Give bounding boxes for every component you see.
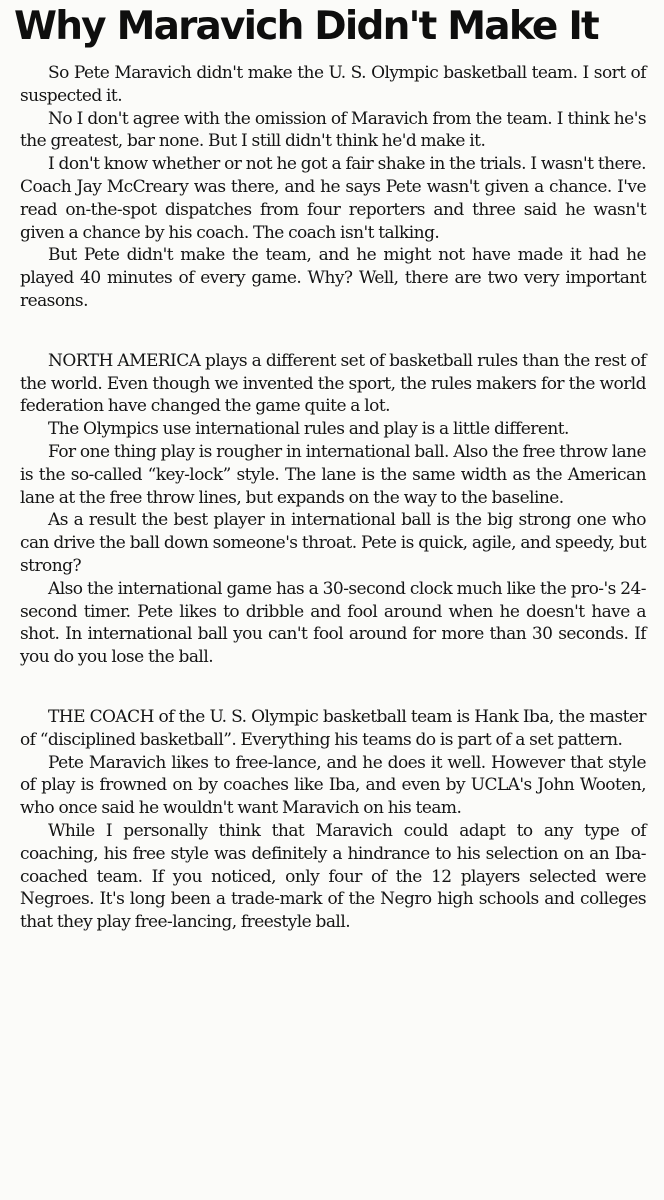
paragraph: The Olympics use international rules and play is a little different. <box>48 419 569 440</box>
paragraph: But Pete didn't make the team, and he might not have made it had he played 40 minutes of every game. Why? Well, there are two very important reasons. <box>20 245 646 311</box>
paragraph: Also the international game has a 30-second clock much like the pro-'s 24-second timer. Pete likes to dribble and fool around when he doesn't have a shot. In international ball you can't fool around for more than 30 seconds. If you do you lose the ball. <box>20 578 646 668</box>
section-opening <box>20 62 646 313</box>
paragraph: No I don't agree with the omission of Maravich from the team. I think he's the greatest, bar none. But I still didn't think he'd make it. <box>20 108 646 152</box>
article-body <box>20 62 646 934</box>
paragraph: Pete Maravich likes to free-lance, and he does it well. However that style of play is frowned on by coaches like Iba, and even by UCLA's John Wooten, who once said he wouldn't want Maravich on his team. <box>20 752 646 819</box>
section-coach <box>20 706 646 934</box>
headline: Why Maravich Didn't Make It <box>14 4 598 49</box>
paragraph: I don't know whether or not he got a fair shake in the trials. I wasn't there. Coach Jay McCreary was there, and he says Pete wasn't given a chance. I've read on-the-spot dispatches from four reporters and three said he wasn't given a chance by his coach. The coach isn't talking. <box>20 154 646 243</box>
paragraph: For one thing play is rougher in international ball. Also the free throw lane is the so-called “key-lock” style. The lane is the same width as the American lane at the free throw lines, but expands on the way to the baseline. <box>20 441 646 508</box>
paragraph: As a result the best player in international ball is the big strong one who can drive the ball down someone's throat. Pete is quick, agile, and speedy, but strong? <box>20 510 646 576</box>
section-divider <box>20 313 646 350</box>
section-international-rules <box>20 350 646 669</box>
paragraph: While I personally think that Maravich could adapt to any type of coaching, his free style was definitely a hindrance to his selection on an Iba-coached team. If you noticed, only four of the 12 players selected were Negroes. It's long been a trade-mark of the Negro high schools and colleges that they play free-lancing, freestyle ball. <box>20 820 646 933</box>
paragraph: So Pete Maravich didn't make the U. S. Olympic basketball team. I sort of suspected it. <box>20 63 646 106</box>
paragraph: NORTH AMERICA plays a different set of basketball rules than the rest of the world. Even though we invented the sport, the rules makers for the world federation have changed the game quite a lot. <box>20 350 646 417</box>
section-divider <box>20 669 646 706</box>
paragraph: THE COACH of the U. S. Olympic basketball team is Hank Iba, the master of “disciplined basketball”. Everything his teams do is part of a set pattern. <box>20 706 646 750</box>
